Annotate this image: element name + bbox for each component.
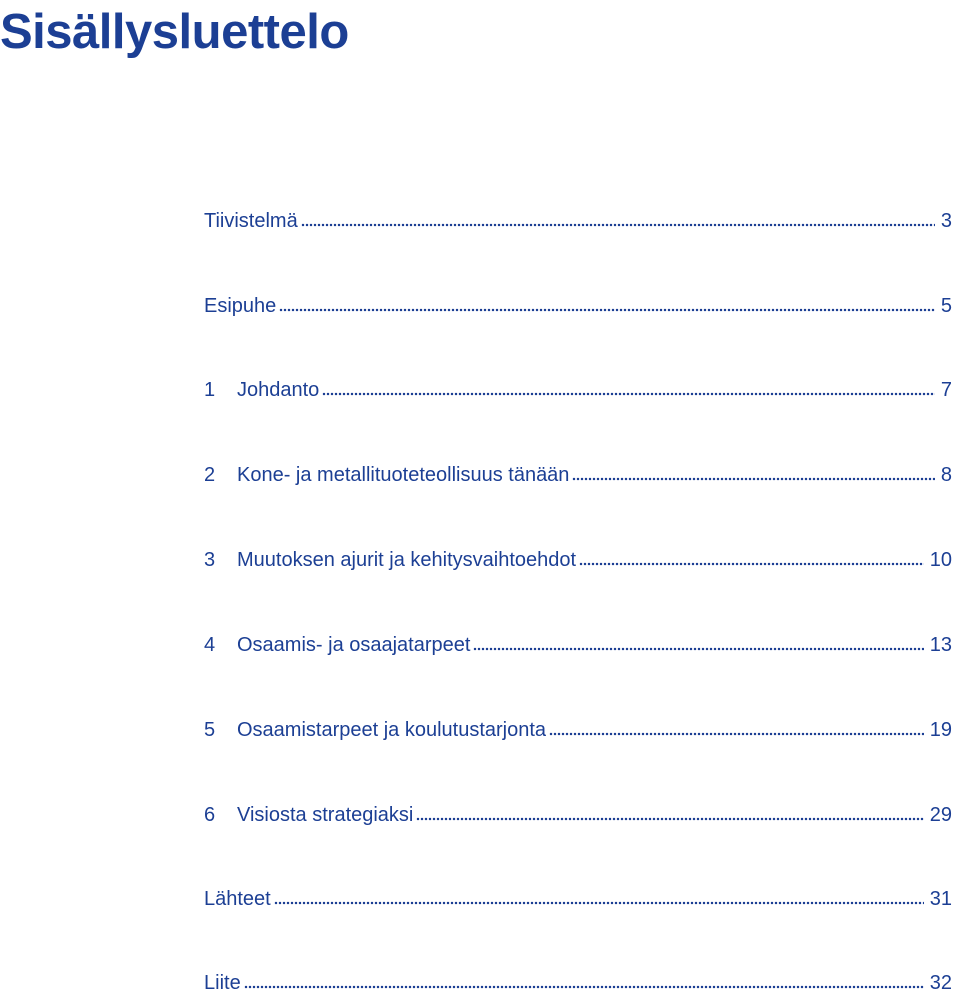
toc-entry-label: Tiivistelmä <box>204 210 298 232</box>
toc-entry-page: 29 <box>929 804 952 826</box>
toc-entry-page: 10 <box>929 549 952 571</box>
toc-entry-label: Osaamis- ja osaajatarpeet <box>237 634 471 656</box>
toc-entry-label: Lähteet <box>204 888 271 910</box>
toc-entry-page: 3 <box>940 210 952 232</box>
toc-entry-page: 5 <box>940 295 952 317</box>
toc-entry-page: 8 <box>940 464 952 486</box>
dot-leader <box>579 561 924 567</box>
dot-leader <box>416 816 923 822</box>
toc-entry-johdanto[interactable] <box>204 375 952 405</box>
toc-entry-page: 19 <box>929 719 952 741</box>
toc-entry-number: 1 <box>204 379 216 401</box>
toc-entry-number: 4 <box>204 634 216 656</box>
dot-leader <box>322 391 935 397</box>
toc-entry-number: 3 <box>204 549 216 571</box>
toc-entry-osaamis-ja-osaajatarpeet[interactable] <box>204 630 952 660</box>
toc-entry-label: Kone- ja metallituoteteollisuus tänään <box>237 464 570 486</box>
dot-leader <box>301 222 935 228</box>
toc-entry-label: Muutoksen ajurit ja kehitysvaihtoehdot <box>237 549 577 571</box>
toc-entry-kone-ja-metalli[interactable] <box>204 460 952 490</box>
toc-entry-page: 7 <box>940 379 952 401</box>
dot-leader <box>274 900 924 906</box>
toc-entry-tiivistelma[interactable] <box>204 206 952 236</box>
toc-entry-page: 31 <box>929 888 952 910</box>
toc-entry-label: Esipuhe <box>204 295 277 317</box>
dot-leader <box>473 646 923 652</box>
toc-entry-page: 13 <box>929 634 952 656</box>
toc-entry-number: 2 <box>204 464 216 486</box>
dot-leader <box>279 307 935 313</box>
toc-entry-visiosta-strategiaksi[interactable] <box>204 800 952 830</box>
dot-leader <box>572 476 934 482</box>
page-title: Sisällysluettelo <box>0 5 349 59</box>
toc-entry-muutoksen-ajurit[interactable] <box>204 545 952 575</box>
toc-entry-label: Liite <box>204 972 241 994</box>
toc-entry-number: 5 <box>204 719 216 741</box>
toc-entry-esipuhe[interactable] <box>204 291 952 321</box>
toc-entry-liite[interactable] <box>204 968 952 998</box>
dot-leader <box>244 984 924 990</box>
dot-leader <box>549 731 924 737</box>
toc-entry-page: 32 <box>929 972 952 994</box>
toc-entry-label: Osaamistarpeet ja koulutustarjonta <box>237 719 547 741</box>
toc-entry-label: Visiosta strategiaksi <box>237 804 414 826</box>
toc-entry-number: 6 <box>204 804 216 826</box>
toc-entry-osaamistarpeet[interactable] <box>204 715 952 745</box>
toc-entry-lahteet[interactable] <box>204 884 952 914</box>
toc-entry-label: Johdanto <box>237 379 320 401</box>
